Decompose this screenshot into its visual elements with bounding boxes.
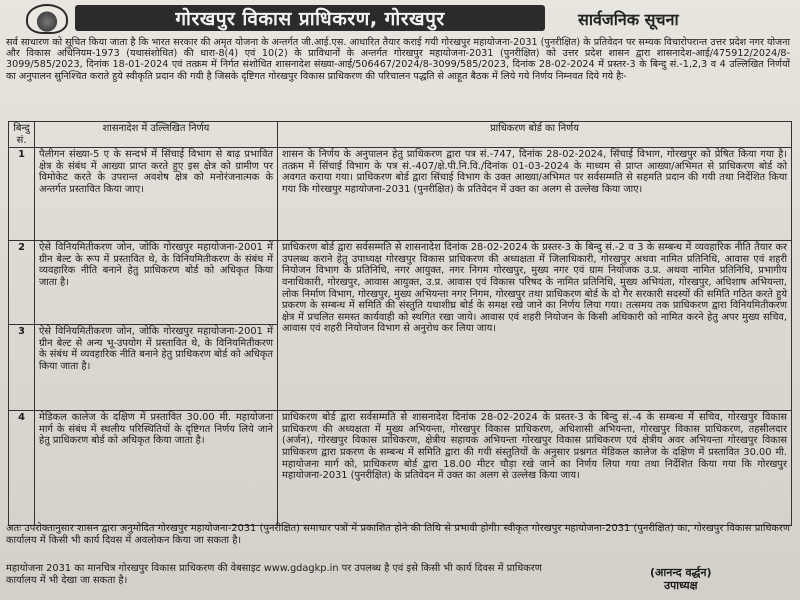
table-header-row	[9, 122, 792, 148]
row-board-decision: प्राधिकरण बोर्ड द्वारा सर्वसम्मति से शासनादेश दिनांक 28-02-2024 के प्रस्तर-3 के बिन्दु सं.-2 व 3 के सम्बन्ध में व्यवहारिक नीति तैयार कर उपलब्ध कराने हेतु उपाध्यक्ष गोरखपुर विकास प्राधिकरण की अध्यक्षता में जिलाधिकारी, गोरखपुर अथवा नामित प्रतिनिधि, आवास एवं शहरी नियोजन विभाग के प्रतिनिधि, नगर आयुक्त, नगर निगम गोरखपुर, मुख्य नगर एवं ग्राम नियोजक उ.प्र. अथवा नामित प्रतिनिधि, प्रभागीय वनाधिकारी, गोरखपुर, आवास आयुक्त, उ.प्र. आवास एवं विकास परिषद के नामित प्रतिनिधि, मुख्य अभियंता, गोरखपुर, अधिशाष अभियन्ता, लोक निर्माण विभाग, गोरखपुर, मुख्य अभियन्ता नगर निगम, गोरखपुर तथा प्राधिकरण बोर्ड के दो गैर सरकारी सदस्यों की समिति गठित करते हुये प्रकरण के सम्बन्ध में समिति की संस्तुति यथाशीघ्र बोर्ड के समक्ष रखे जाने का निर्णय लिया गया। तत्समय तक प्राधिकरण द्वारा विनियमितीकरण क्षेत्र में प्रचलित समस्त कार्यवाही को स्थगित रखा जाये। आवास एवं शहरी नियोजन के किसी अधिकारी को नामित करने हेतु अपर मुख्य सचिव, आवास एवं शहरी नियोजन विभाग से अनुरोध कर लिया जाय।	[278, 241, 792, 411]
signatory-name: (आनन्द वर्द्धन)	[650, 566, 712, 579]
footer-paragraph: अतः उपरोक्तानुसार शासन द्वारा अनुमोदित गोरखपुर महायोजना-2031 (पुनरीक्षित) समाचार पत्रों में प्रकाशित होने की तिथि से प्रभावी होगी। स्वीकृत गोरखपुर महायोजना-2031 (पुनरीक्षित) का, गोरखपुर विकास प्राधिकरण कार्यालय में किसी भी कार्य दिवस में अवलोकन किया जा सकता है।	[6, 523, 790, 546]
row-sn: 1	[9, 148, 35, 241]
gda-emblem-icon	[26, 4, 68, 34]
row-gov-decision: मेडिकल कालेज के दक्षिण में प्रस्तावित 30.00 मी. महायोजना मार्ग के संबंध में स्थलीय परिस्थितियों के दृष्टिगत निर्णय लिये जाने हेतु प्राधिकरण बोर्ड को अधिकृत किया जाता है।	[35, 411, 278, 526]
table-row	[9, 411, 792, 526]
row-gov-decision: ऐसे विनियमितीकरण जोन, जोकि गोरखपुर महायोजना-2001 में ग्रीन बेल्ट से अन्य भू-उपयोग में प्रस्तावित थे, के विनियमितीकरण के संबंध में व्यवहारिक नीति बनाने हेतु प्राधिकरण बोर्ड को अधिकृत किया जाता है।	[35, 325, 278, 411]
row-sn: 2	[9, 241, 35, 325]
row-gov-decision: ऐसे विनियमितीकरण जोन, जोकि गोरखपुर महायोजना-2001 में ग्रीन बेल्ट के रूप में प्रस्तावित थे, के विनियमितीकरण के संबंध में व्यवहारिक नीति बनाने हेतु प्राधिकरण बोर्ड को अधिकृत किया जाता है।	[35, 241, 278, 325]
authority-title: गोरखपुर विकास प्राधिकरण, गोरखपुर	[175, 8, 445, 30]
column-header-board-decision: प्राधिकरण बोर्ड का निर्णय	[278, 122, 792, 148]
column-header-sn: बिन्दु सं.	[9, 122, 35, 148]
row-sn: 3	[9, 325, 35, 411]
public-notice-label: सार्वजनिक सूचना	[578, 10, 679, 29]
website-paragraph: महायोजना 2031 का मानचित्र गोरखपुर विकास प्राधिकरण की वेबसाइट www.gdagkp.in पर उपलब्ध है एवं इसे किसी भी कार्य दिवस में प्राधिकरण कार्यालय में भी देखा जा सकता है।	[6, 563, 542, 586]
decisions-table	[8, 121, 792, 526]
row-gov-decision: पैलीगन संख्या-5 ए के सन्दर्भ में सिंचाई विभाग से बाढ़ प्रभावित क्षेत्र के संबंध में आख्या प्राप्त करते हुए इस क्षेत्र को ग्रामीण पर विमोकेट करते के उपरान्त अवशेष क्षेत्र को मनोरंजनात्मक के अन्तर्गत प्रस्तावित किया जाए।	[35, 148, 278, 241]
title-banner	[75, 5, 545, 31]
column-header-gov-decision: शासनादेश में उल्लिखित निर्णय	[35, 122, 278, 148]
signatory-title: उपाध्यक्ष	[663, 579, 698, 592]
table-row	[9, 241, 792, 325]
row-board-decision: शासन के निर्णय के अनुपालन हेतु प्राधिकरण द्वारा पत्र सं.-747, दिनांक 28-02-2024, सिंचाई विभाग, गोरखपुर को प्रेषित किया गया है। तत्क्रम में सिंचाई विभाग के पत्र सं.-407/क्षे.पी.नि.वि./दिनांक 01-03-2024 के माध्यम से प्राप्त आख्या/अभिमत से प्राधिकरण बोर्ड को अवगत कराया गया। प्राधिकरण बोर्ड द्वारा सिंचाई विभाग के उक्त आख्या/अभिमत पर सर्वसम्मति से सहमति प्रदान की गयी तथा निर्देशित किया गया कि गोरखपुर महायोजना-2031 (पुनरीक्षित) के प्रतिवेदन में उक्त का अलग से उल्लेख किया जाए।	[278, 148, 792, 241]
signature-block	[650, 566, 711, 592]
table-row	[9, 148, 792, 241]
notice-header	[0, 0, 800, 36]
row-sn: 4	[9, 411, 35, 526]
intro-paragraph: सर्व साधारण को सूचित किया जाता है कि भारत सरकार की अमृत योजना के अन्तर्गत जी.आई.एस. आधारित तैयार कराई गयी गोरखपुर महायोजना-2031 (पुनरीक्षित) के प्रतिवेदन पर सम्यक विचारोपरान्त उत्तर प्रदेश नगर योजना और विकास अधिनियम-1973 (यथासंशोधित) की धारा-8(4) एवं 10(2) के प्राविधानों के अन्तर्गत गोरखपुर महायोजना-2031 (पुनरीक्षित) को उत्तर प्रदेश शासन द्वारा शासनादेश-आई/475912/2024/8-3099/585/2023, दिनांक 18-01-2024 एवं तत्क्रम में निर्गत संशोधित शासनादेश संख्या-आई/506467/2024/8-3099/585/2023, दिनांक 28-02-2024 में प्रस्तर-3 के बिन्दु सं.-1,2,3 व 4 उल्लिखित निर्णयों का अनुपालन सुनिश्चित कराते हुये स्वीकृति प्रदान की गयी है जिसके दृष्टिगत गोरखपुर विकास प्राधिकरण की परिचालन पद्धति से आहूत बैठक में लिये गये निर्णय निम्नवत दिये गये हैः-	[6, 37, 790, 82]
row-board-decision: प्राधिकरण बोर्ड द्वारा सर्वसम्मति से शासनादेश दिनांक 28-02-2024 के प्रस्तर-3 के बिन्दु सं.-4 के सम्बन्ध में सचिव, गोरखपुर विकास प्राधिकरण की अध्यक्षता में मुख्य अभियन्ता, गोरखपुर विकास प्राधिकरण, अधिशासी अभियन्ता, गोरखपुर विकास प्राधिकरण, तहसीलदार (अर्जन), गोरखपुर विकास प्राधिकरण, क्षेत्रीय सहायक अभियन्ता गोरखपुर विकास प्राधिकरण एवं क्षेत्रीय अवर अभियन्ता गोरखपुर विकास प्राधिकरण द्वारा प्रकरण के सम्बन्ध में समिति द्वारा की गयी संस्तुतियों के अनुसार प्रश्नगत मेडिकल कालेज के दक्षिण में प्रस्तावित 30.00 मी. महायोजना मार्ग को, प्राधिकरण बोर्ड द्वारा 18.00 मीटर चौड़ा रखे जाने का निर्णय लिया गया तथा निर्देशित किया गया कि गोरखपुर महायोजना-2031 (पुनरीक्षित) के प्रतिवेदन में उक्त का अलग से उल्लेख किया जाय।	[278, 411, 792, 526]
